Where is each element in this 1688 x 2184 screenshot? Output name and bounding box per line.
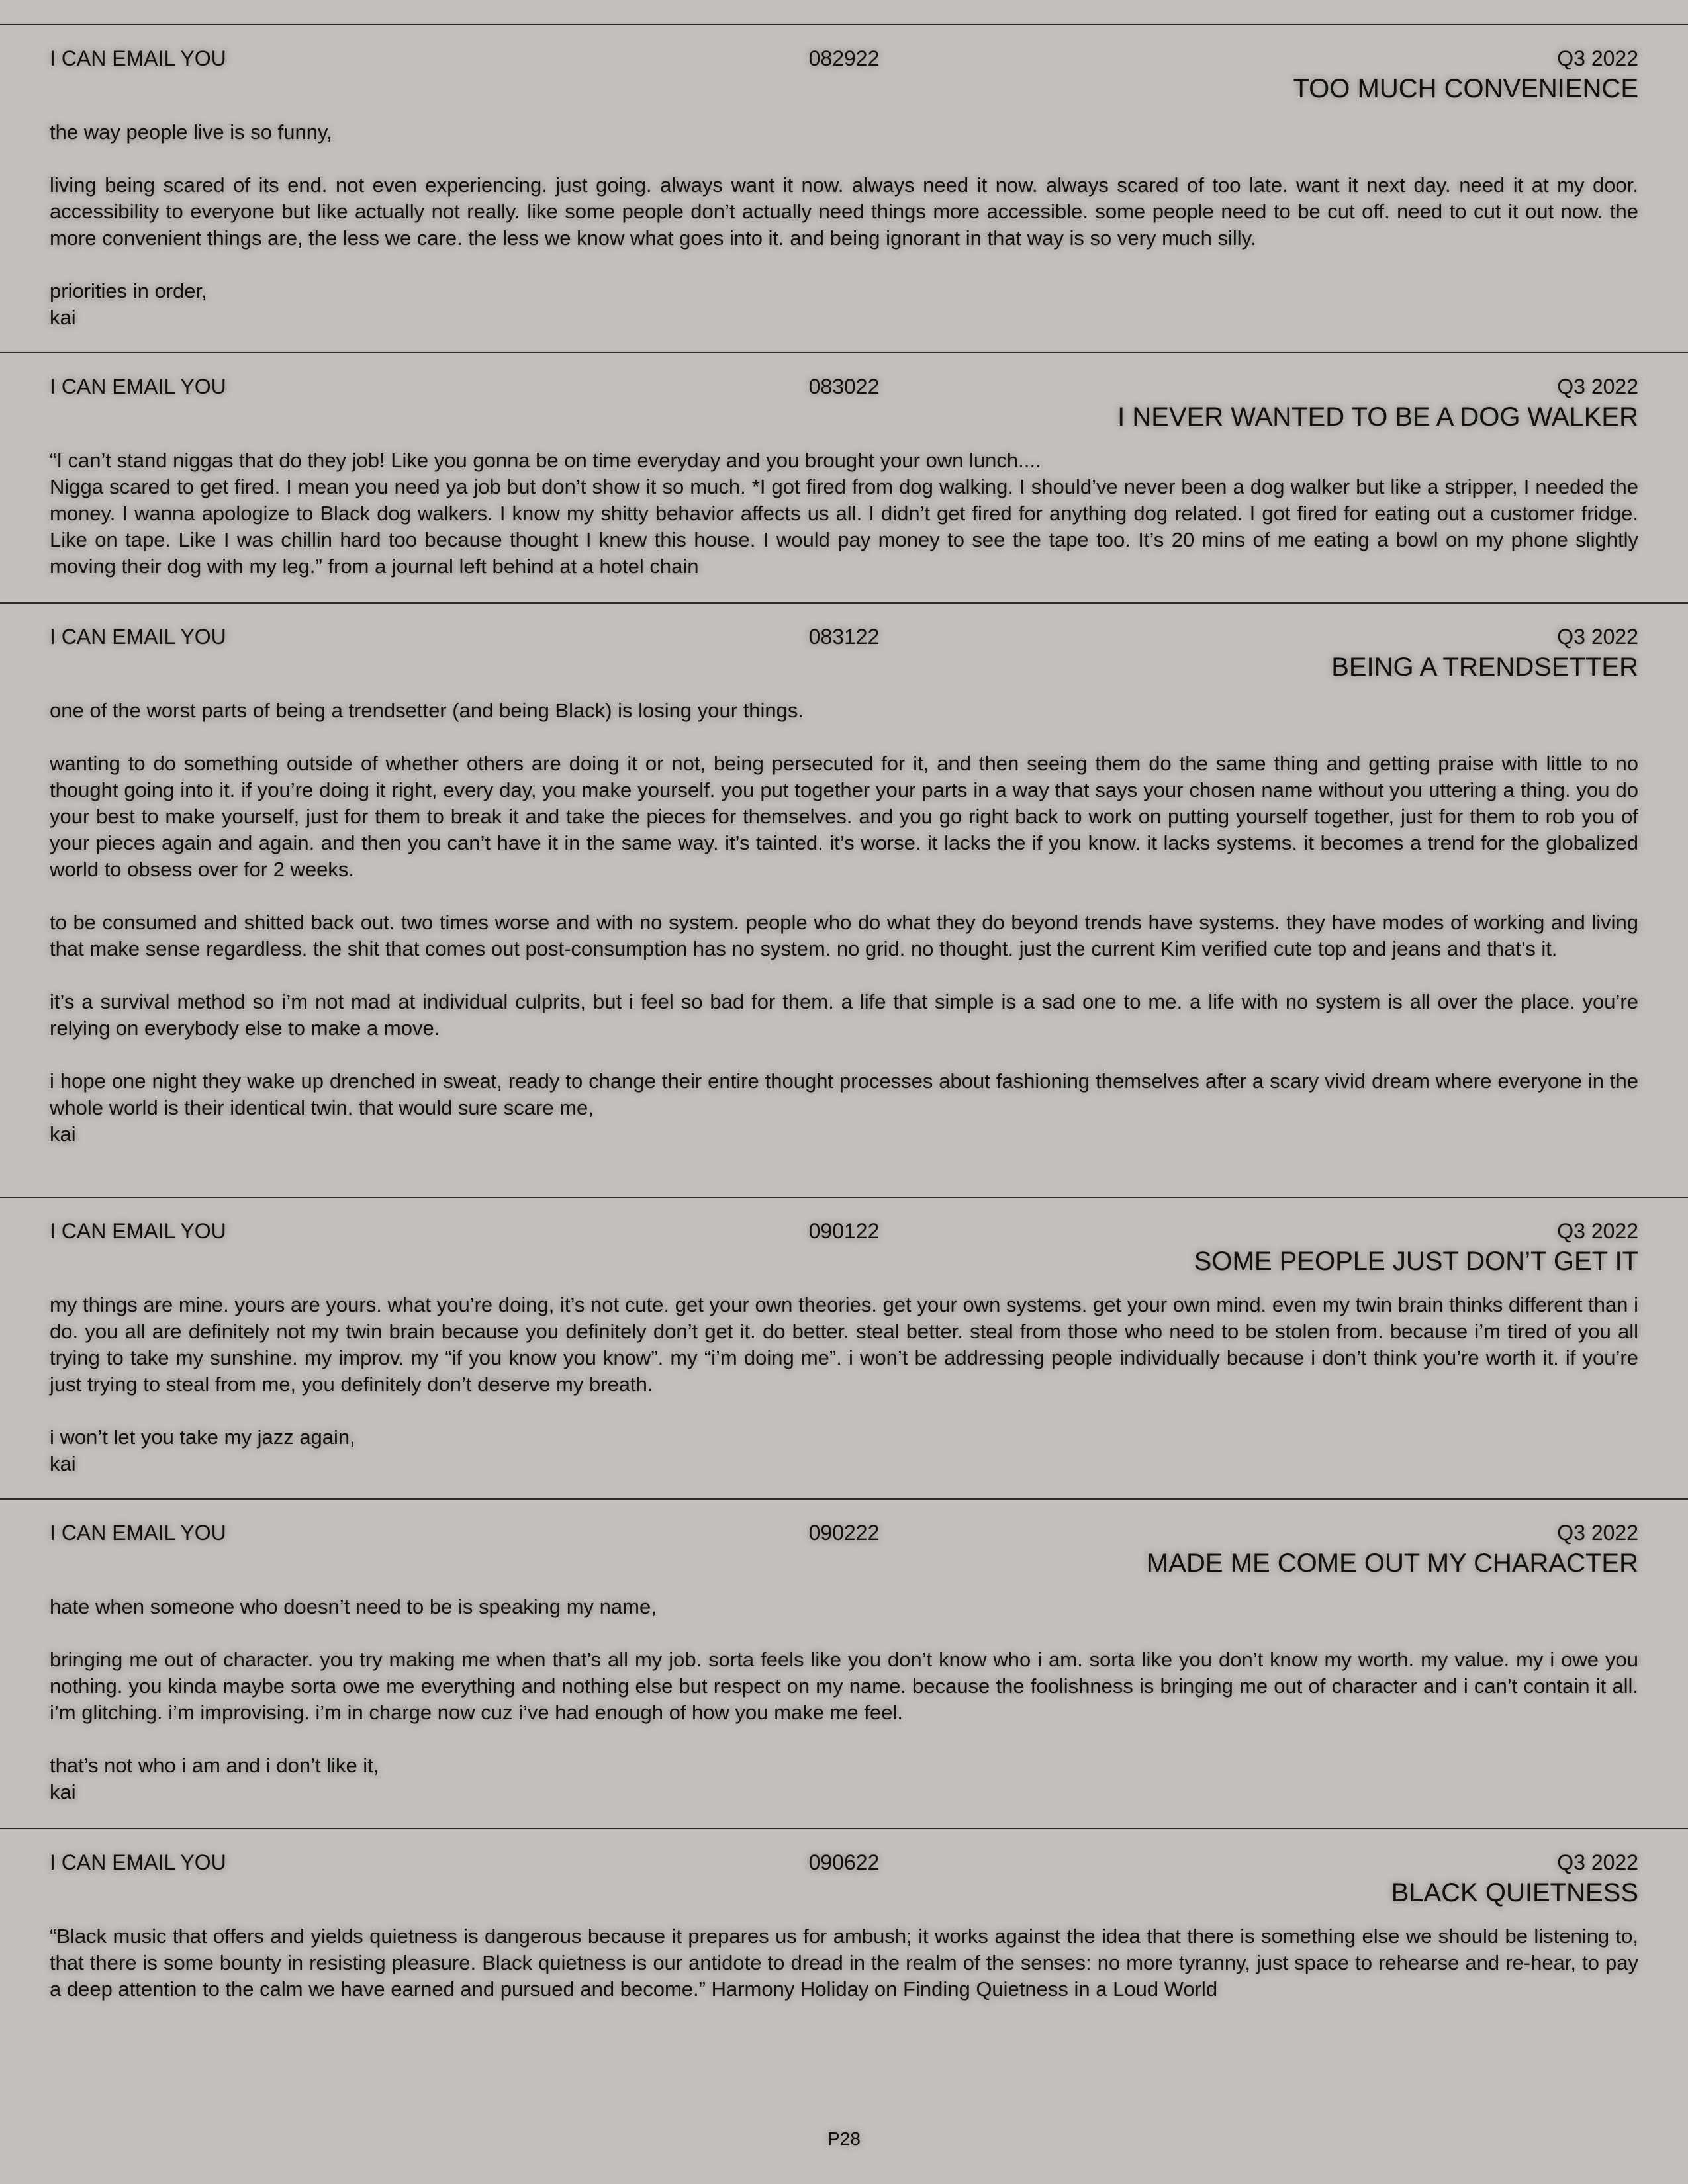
entry-source: I CAN EMAIL YOU bbox=[50, 375, 226, 398]
signoff-line: priorities in order, bbox=[50, 279, 207, 302]
entry-signoff bbox=[50, 1424, 1638, 1477]
entry-code: 090122 bbox=[808, 1219, 880, 1243]
entry-quarter: Q3 2022 bbox=[1557, 46, 1638, 70]
entry-paragraph: living being scared of its end. not even experiencing. just going. always want it now. always need it now. always scared of too late. want it next day. need it at my door. accessibility to everyone but like actually not really. like some people don’t actually need things more accessible. some people need to be cut off. need to cut it out now. the more convenient things are, the less we care. the less we know what goes into it. and being ignorant in that way is so very much silly. bbox=[50, 173, 1638, 250]
entry-header bbox=[50, 1849, 1638, 1876]
entry-body bbox=[50, 1923, 1638, 2003]
entry-paragraph: Nigga scared to get fired. I mean you need ya job but don’t show it so much. *I got fired from dog walking. I should’ve never been a dog walker but like a stripper, I needed the money. I wanna apologize to Black dog walkers. I know my shitty behavior affects us all. I didn’t get fired for anything dog related. I got fired for eating out a customer fridge. Like on tape. Like I was chillin hard too because thought I knew this house. I would pay money to see the tape too. It’s 20 mins of me eating a bowl on my phone slightly moving their dog with my leg.” from a journal left behind at a hotel chain bbox=[50, 475, 1638, 578]
entry-title: I NEVER WANTED TO BE A DOG WALKER bbox=[1117, 402, 1638, 432]
entry-paragraph: my things are mine. yours are yours. what you’re doing, it’s not cute. get your own theories. get your own systems. get your own mind. even my twin brain thinks different than i do. you all are definitely not my twin brain because you definitely don’t get it. do better. steal better. steal from those who need to be stolen from. because i’m tired of you all trying to take my sunshine. my improv. my “if you know you know”. my “i’m doing me”. i won’t be addressing people individually because i don’t think you’re worth it. if you’re just trying to steal from me, you definitely don’t deserve my breath. bbox=[50, 1293, 1638, 1396]
entry-body bbox=[50, 119, 1638, 331]
entry-code: 083022 bbox=[808, 375, 880, 398]
entry-paragraph: i hope one night they wake up drenched in sweat, ready to change their entire thought processes about fashioning themselves after a scary vivid dream where everyone in the whole world is their identical twin. that would sure scare me, bbox=[50, 1069, 1638, 1119]
entry-title: BEING A TRENDSETTER bbox=[1331, 653, 1638, 682]
signoff-name: kai bbox=[50, 1452, 76, 1475]
entry-paragraph: “Black music that offers and yields quietness is dangerous because it prepares us for ambush; it works against the idea that there is something else we should be listening to, that there is some bounty in resisting pleasure. Black quietness is our antidote to dread in the realm of the senses: no more tyranny, just space to rehearse and re-hear, to pay a deep attention to the calm we have earned and pursued and become.” Harmony Holiday on Finding Quietness in a Loud World bbox=[50, 1925, 1638, 2001]
entry-too-much-convenience bbox=[0, 25, 1688, 353]
entry-source: I CAN EMAIL YOU bbox=[50, 1219, 226, 1243]
entry-quarter: Q3 2022 bbox=[1557, 375, 1638, 398]
entry-source: I CAN EMAIL YOU bbox=[50, 46, 226, 70]
entry-paragraph: the way people live is so funny, bbox=[50, 120, 332, 144]
entry-signoff bbox=[50, 1752, 1638, 1805]
entry-code: 090622 bbox=[808, 1850, 880, 1874]
entry-trendsetter bbox=[0, 604, 1688, 1198]
entry-body bbox=[50, 698, 1638, 1148]
entry-source: I CAN EMAIL YOU bbox=[50, 625, 226, 649]
entry-paragraph: hate when someone who doesn’t need to be is speaking my name, bbox=[50, 1595, 657, 1618]
entry-header bbox=[50, 623, 1638, 650]
entry-paragraph: to be consumed and shitted back out. two times worse and with no system. people who do what they do beyond trends have systems. they have modes of working and living that make sense regardless. the shit that comes out post-consumption has no system. no grid. no thought. just the current Kim verified cute top and jeans and that’s it. bbox=[50, 911, 1638, 960]
entry-quarter: Q3 2022 bbox=[1557, 1521, 1638, 1545]
entry-paragraph: wanting to do something outside of whether others are doing it or not, being persecuted for it, and then seeing them do the same thing and getting praise with little to no thought going into it. if you’re doing it right, every day, you make yourself. you put together your parts in a way that says your chosen name without you uttering a thing. you do your best to make yourself, just for them to break it and take the pieces for themselves. and you go right back to work on putting yourself together, just for them to rob you of your pieces again and again. and then you can’t have it in the same way. it’s tainted. it’s worse. it lacks the if you know. it lacks systems. it becomes a trend for the globalized world to obsess over for 2 weeks. bbox=[50, 752, 1638, 881]
entry-code: 082922 bbox=[808, 46, 880, 70]
entry-body bbox=[50, 1594, 1638, 1805]
entry-title: SOME PEOPLE JUST DON’T GET IT bbox=[1194, 1247, 1638, 1276]
entry-code: 083122 bbox=[808, 625, 880, 649]
entry-paragraph: it’s a survival method so i’m not mad at individual culprits, but i feel so bad for them. a life that simple is a sad one to me. a life with no system is all over the place. you’re relying on everybody else to make a move. bbox=[50, 990, 1638, 1040]
entry-header bbox=[50, 45, 1638, 71]
entry-quarter: Q3 2022 bbox=[1557, 1850, 1638, 1874]
entry-paragraph: bringing me out of character. you try making me when that’s all my job. sorta feels like you don’t know who i am. sorta like you don’t know my worth. my value. my i owe you nothing. you kinda maybe sorta owe me everything and nothing else but respect on my name. because the foolishness is bringing me out of character and i can’t contain it all. i’m glitching. i’m improvising. i’m in charge now cuz i’ve had enough of how you make me feel. bbox=[50, 1648, 1638, 1724]
signoff-line: that’s not who i am and i don’t like it, bbox=[50, 1754, 379, 1777]
entry-body bbox=[50, 447, 1638, 580]
entry-dont-get-it bbox=[0, 1198, 1688, 1500]
entry-paragraph: “I can’t stand niggas that do they job! Like you gonna be on time everyday and you brought your own lunch.... bbox=[50, 449, 1041, 472]
entry-title: TOO MUCH CONVENIENCE bbox=[1293, 74, 1638, 103]
entry-header bbox=[50, 373, 1638, 400]
entry-code: 090222 bbox=[808, 1521, 880, 1545]
entry-paragraph: one of the worst parts of being a trendsetter (and being Black) is losing your things. bbox=[50, 699, 804, 722]
signoff-name: kai bbox=[50, 1780, 76, 1803]
entry-quarter: Q3 2022 bbox=[1557, 1219, 1638, 1243]
page-number: P28 bbox=[827, 2128, 861, 2149]
entry-title: MADE ME COME OUT MY CHARACTER bbox=[1146, 1549, 1638, 1578]
entry-body bbox=[50, 1292, 1638, 1477]
entry-source: I CAN EMAIL YOU bbox=[50, 1521, 226, 1545]
entry-dog-walker bbox=[0, 353, 1688, 604]
entry-title: BLACK QUIETNESS bbox=[1391, 1878, 1638, 1907]
entry-source: I CAN EMAIL YOU bbox=[50, 1850, 226, 1874]
entry-black-quietness bbox=[0, 1829, 1688, 2028]
entry-character bbox=[0, 1500, 1688, 1829]
signoff-name: kai bbox=[50, 1122, 76, 1146]
signoff-line: i won’t let you take my jazz again, bbox=[50, 1426, 355, 1449]
entry-quarter: Q3 2022 bbox=[1557, 625, 1638, 649]
entry-signoff bbox=[50, 1068, 1638, 1148]
entry-signoff bbox=[50, 278, 1638, 331]
entry-header bbox=[50, 1218, 1638, 1244]
signoff-name: kai bbox=[50, 306, 76, 329]
entry-header bbox=[50, 1520, 1638, 1546]
